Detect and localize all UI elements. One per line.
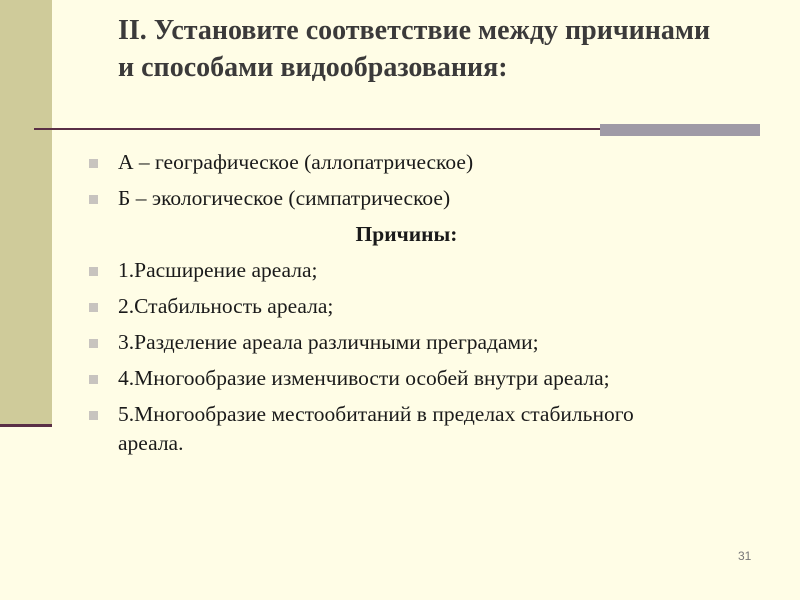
slide-page-number: 31 bbox=[738, 549, 752, 563]
slide-title-line-1: II. Установите соответствие между причинами bbox=[118, 15, 711, 46]
square-bullet-icon bbox=[89, 159, 98, 168]
slide-body bbox=[89, 148, 779, 465]
decorative-side-bar bbox=[0, 0, 52, 425]
list-item-text: А – географическое (аллопатрическое) bbox=[118, 150, 474, 174]
list-item-cause-5 bbox=[89, 400, 658, 458]
list-item-cause-3 bbox=[89, 328, 779, 357]
square-bullet-icon bbox=[89, 411, 98, 420]
list-item-method-a bbox=[89, 148, 779, 177]
square-bullet-icon bbox=[89, 267, 98, 276]
slide-title bbox=[118, 12, 778, 86]
list-item-cause-4 bbox=[89, 364, 779, 393]
slide-title-line-2: и способами видообразования: bbox=[118, 52, 508, 83]
list-item-text: 3.Разделение ареала различными преградами; bbox=[118, 330, 539, 354]
square-bullet-icon bbox=[89, 339, 98, 348]
list-item-text: 1.Расширение ареала; bbox=[118, 258, 318, 282]
square-bullet-icon bbox=[89, 375, 98, 384]
list-item-cause-1 bbox=[89, 256, 779, 285]
list-item-method-b bbox=[89, 184, 779, 213]
list-item-text: Б – экологическое (симпатрическое) bbox=[118, 186, 451, 210]
list-item-text: 5.Многообразие местообитаний в пределах стабильного ареала. bbox=[118, 402, 634, 455]
side-bar-underline bbox=[0, 424, 52, 427]
square-bullet-icon bbox=[89, 303, 98, 312]
square-bullet-icon bbox=[89, 195, 98, 204]
divider-accent-block bbox=[600, 124, 760, 136]
list-item-cause-2 bbox=[89, 292, 779, 321]
list-item-text: 4.Многообразие изменчивости особей внутри ареала; bbox=[118, 366, 610, 390]
list-item-text: 2.Стабильность ареала; bbox=[118, 294, 334, 318]
causes-heading: Причины: bbox=[355, 222, 458, 246]
